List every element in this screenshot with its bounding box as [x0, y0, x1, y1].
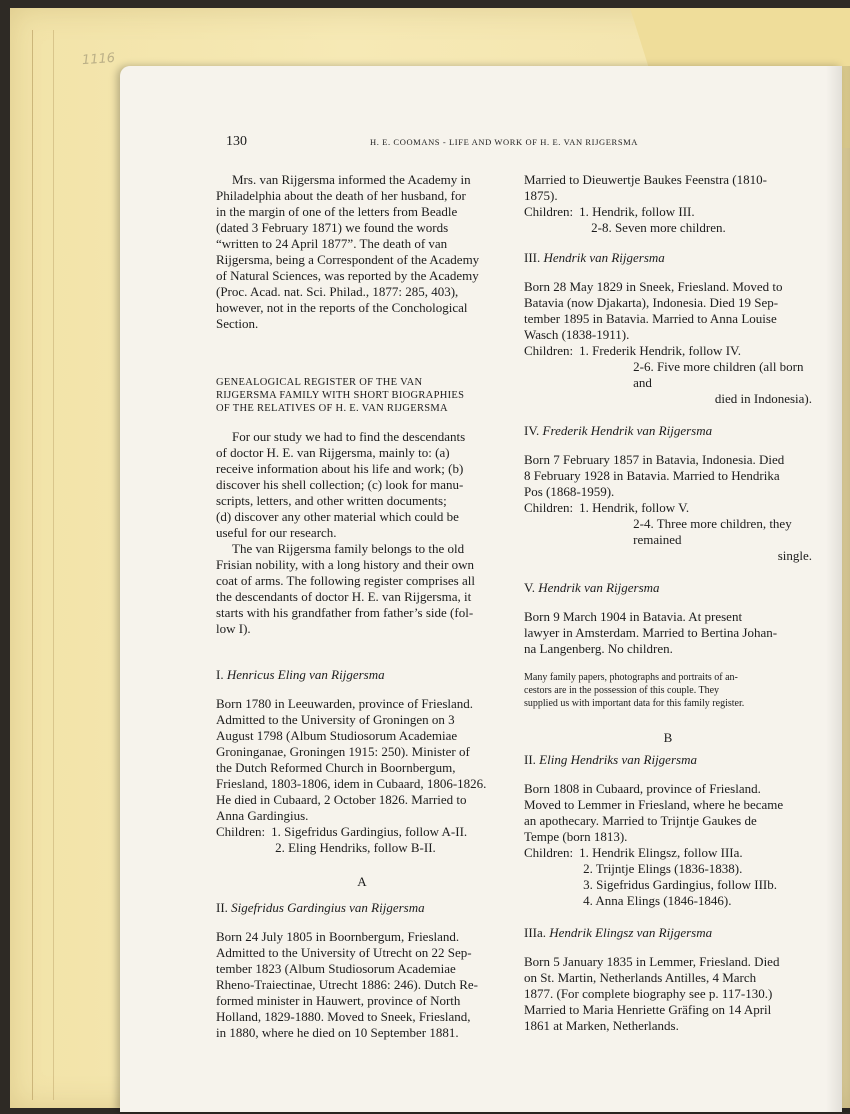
entry-number: IIIa. [524, 925, 547, 940]
entry-body-II-a-continued [524, 172, 812, 236]
note-line: supplied us with important data for this family register. [524, 698, 745, 709]
entry-body-II-b [524, 781, 812, 909]
paragraph-family [216, 541, 508, 637]
text-line: Born 1808 in Cubaard, province of Friesland. [524, 781, 761, 796]
child-item-continued: single. [777, 548, 812, 563]
entry-number: III. [524, 250, 541, 265]
entry-number: IV. [524, 423, 540, 438]
child-item: 1. Sigefridus Gardingius, follow A-II. [271, 824, 468, 839]
entry-name: Henricus Eling van Rijgersma [226, 667, 385, 682]
heading-line: GENEALOGICAL REGISTER OF THE VAN [216, 377, 423, 388]
entry-name: Hendrik van Rijgersma [543, 250, 665, 265]
text-line: August 1798 (Album Studiosorum Academiae [216, 728, 458, 743]
entry-body-I [216, 696, 508, 856]
entry-number: II. [524, 752, 536, 767]
child-item: 1. Hendrik, follow V. [579, 500, 690, 515]
text-line: Batavia (now Djakarta), Indonesia. Died 19 Sep- [524, 295, 779, 310]
text-line: The van Rijgersma family belongs to the old [232, 541, 465, 556]
text-line: (Proc. Acad. nat. Sci. Philad., 1877: 285, 403), [216, 284, 459, 299]
text-line: in 1880, where he died on 10 September 1881. [216, 1025, 459, 1040]
child-item: 2-4. Three more children, they remained [633, 516, 792, 547]
text-line: Anna Gardingius. [216, 808, 309, 823]
text-line: useful for our research. [216, 525, 337, 540]
note-line: cestors are in the possession of this couple. They [524, 685, 720, 696]
text-line: the descendants of doctor H. E. van Rijgersma, it [216, 589, 472, 604]
children-list [524, 343, 812, 391]
text-line: tember 1823 (Album Studiosorum Academiae [216, 961, 456, 976]
entry-number: V. [524, 580, 535, 595]
text-line: Groninganae, Groningen 1915: 250). Minister of [216, 744, 470, 759]
child-item: 2-8. Seven more children. [591, 220, 726, 235]
folder-pencil-mark: 1116 [81, 50, 116, 69]
text-line: 1877. (For complete biography see p. 117-130.) [524, 986, 773, 1001]
right-column [524, 172, 812, 1034]
entry-name: Eling Hendriks van Rijgersma [539, 752, 697, 767]
text-line: tember 1895 in Batavia. Married to Anna Louise [524, 311, 777, 326]
children-list [524, 204, 812, 236]
text-line: “written to 24 April 1877”. The death of van [216, 236, 448, 251]
text-line: He died in Cubaard, 2 October 1826. Married to [216, 792, 467, 807]
text-line: 1875). [524, 188, 558, 203]
text-line: Rheno-Traiectinae, Utrecht 1886: 246). Dutch Re- [216, 977, 478, 992]
text-line: Friesland, 1803-1806, idem in Cubaard, 1806-1826. [216, 776, 487, 791]
text-line: discover his shell collection; (c) look for manu- [216, 477, 464, 492]
text-line: Philadelphia about the death of her husband, for [216, 188, 466, 203]
footnote-family-papers [524, 671, 812, 710]
children-label: Children: [524, 845, 574, 860]
text-line: however, not in the reports of the Conchological [216, 300, 468, 315]
entry-heading-III [524, 250, 812, 266]
text-line: Section. [216, 316, 259, 331]
child-item: 4. Anna Elings (1846-1846). [583, 893, 732, 908]
heading-line: OF THE RELATIVES OF H. E. VAN RIJGERSMA [216, 403, 448, 414]
text-line: Pos (1868-1959). [524, 484, 615, 499]
branch-letter-b: B [663, 730, 673, 745]
children-label: Children: [216, 824, 266, 839]
entry-body-IV [524, 452, 812, 564]
entry-body-V [524, 609, 812, 657]
children-label: Children: [524, 343, 574, 358]
text-line: scripts, letters, and other written documents; [216, 493, 447, 508]
entry-name: Sigefridus Gardingius van Rijgersma [231, 900, 425, 915]
children-list [216, 824, 508, 856]
branch-letter-a: A [357, 874, 367, 889]
children-label: Children: [524, 500, 574, 515]
entry-body-IIIa [524, 954, 812, 1034]
text-line: an apothecary. Married to Trijntje Gaukes de [524, 813, 757, 828]
note-line: Many family papers, photographs and portraits of an- [524, 672, 738, 683]
paragraph-descendants [216, 429, 508, 541]
child-item: 1. Hendrik Elingsz, follow IIIa. [579, 845, 743, 860]
text-line: (dated 3 February 1871) we found the words [216, 220, 449, 235]
heading-line: RIJGERSMA FAMILY WITH SHORT BIOGRAPHIES [216, 390, 465, 401]
text-line: For our study we had to find the descendants [232, 429, 466, 444]
text-line: Born 7 February 1857 in Batavia, Indonesia. Died [524, 452, 785, 467]
text-line: starts with his grandfather from father’s side (fol- [216, 605, 474, 620]
text-line: Born 5 January 1835 in Lemmer, Friesland. Died [524, 954, 780, 969]
children-label: Children: [524, 204, 574, 219]
text-line: (d) discover any other material which could be [216, 509, 459, 524]
text-line: Born 1780 in Leeuwarden, province of Friesland. [216, 696, 474, 711]
text-line: Wasch (1838-1911). [524, 327, 630, 342]
text-line: coat of arms. The following register comprises all [216, 573, 475, 588]
text-line: receive information about his life and work; (b) [216, 461, 464, 476]
text-line: in the margin of one of the letters from Beadle [216, 204, 458, 219]
child-item: 1. Hendrik, follow III. [579, 204, 695, 219]
entry-heading-II-b [524, 752, 812, 768]
entry-heading-IV [524, 423, 812, 439]
text-line: Moved to Lemmer in Friesland, where he became [524, 797, 784, 812]
text-line: Admitted to the University of Utrecht on 22 Sep- [216, 945, 472, 960]
child-item: 2. Trijntje Elings (1836-1838). [583, 861, 743, 876]
text-line: Frisian nobility, with a long history and their own [216, 557, 475, 572]
text-line: low I). [216, 621, 251, 636]
section-heading [216, 376, 508, 415]
entry-number: I. [216, 667, 224, 682]
page-number: 130 [226, 134, 247, 149]
intro-paragraph [216, 172, 508, 332]
entry-name: Hendrik Elingsz van Rijgersma [549, 925, 713, 940]
text-line: Admitted to the University of Groningen on 3 [216, 712, 455, 727]
text-line: of Natural Sciences, was reported by the Academy [216, 268, 479, 283]
left-column [216, 172, 508, 1041]
running-title: H. E. COOMANS - LIFE AND WORK OF H. E. VAN RIJGERSMA [370, 137, 639, 147]
child-item: 2-6. Five more children (all born and [633, 359, 804, 390]
text-line: Born 24 July 1805 in Boornbergum, Friesland. [216, 929, 460, 944]
text-line: the Dutch Reformed Church in Boornbergum, [216, 760, 456, 775]
text-line: Married to Dieuwertje Baukes Feenstra (1810- [524, 172, 767, 187]
text-line: on St. Martin, Netherlands Antilles, 4 March [524, 970, 757, 985]
text-line: Married to Maria Henriette Gräfing on 14 April [524, 1002, 772, 1017]
text-line: of doctor H. E. van Rijgersma, mainly to: (a) [216, 445, 450, 460]
text-line: Born 9 March 1904 in Batavia. At present [524, 609, 743, 624]
entry-heading-V [524, 580, 812, 596]
child-item: 2. Eling Hendriks, follow B-II. [275, 840, 436, 855]
text-line: Mrs. van Rijgersma informed the Academy in [232, 172, 471, 187]
children-list [524, 500, 812, 548]
entry-body-III [524, 279, 812, 407]
text-line: Holland, 1829-1880. Moved to Sneek, Friesland, [216, 1009, 471, 1024]
text-line: formed minister in Hauwert, province of North [216, 993, 461, 1008]
text-line: na Langenberg. No children. [524, 641, 673, 656]
child-item: 1. Frederik Hendrik, follow IV. [579, 343, 741, 358]
text-line: Born 28 May 1829 in Sneek, Friesland. Moved to [524, 279, 783, 294]
children-list [524, 845, 812, 909]
text-line: Tempe (born 1813). [524, 829, 628, 844]
entry-heading-II-a [216, 900, 508, 916]
entry-number: II. [216, 900, 228, 915]
entry-name: Hendrik van Rijgersma [538, 580, 660, 595]
text-line: 1861 at Marken, Netherlands. [524, 1018, 679, 1033]
folder-edge [32, 30, 54, 1100]
entry-body-II-a [216, 929, 508, 1041]
child-item: 3. Sigefridus Gardingius, follow IIIb. [583, 877, 777, 892]
entry-name: Frederik Hendrik van Rijgersma [542, 423, 713, 438]
text-line: 8 February 1928 in Batavia. Married to Hendrika [524, 468, 780, 483]
text-line: Rijgersma, being a Correspondent of the Academy [216, 252, 480, 267]
entry-heading-I [216, 667, 508, 683]
page-curl-shadow [826, 66, 850, 1112]
child-item-continued: died in Indonesia). [714, 391, 812, 406]
text-line: lawyer in Amsterdam. Married to Bertina Johan- [524, 625, 778, 640]
entry-heading-IIIa [524, 925, 812, 941]
